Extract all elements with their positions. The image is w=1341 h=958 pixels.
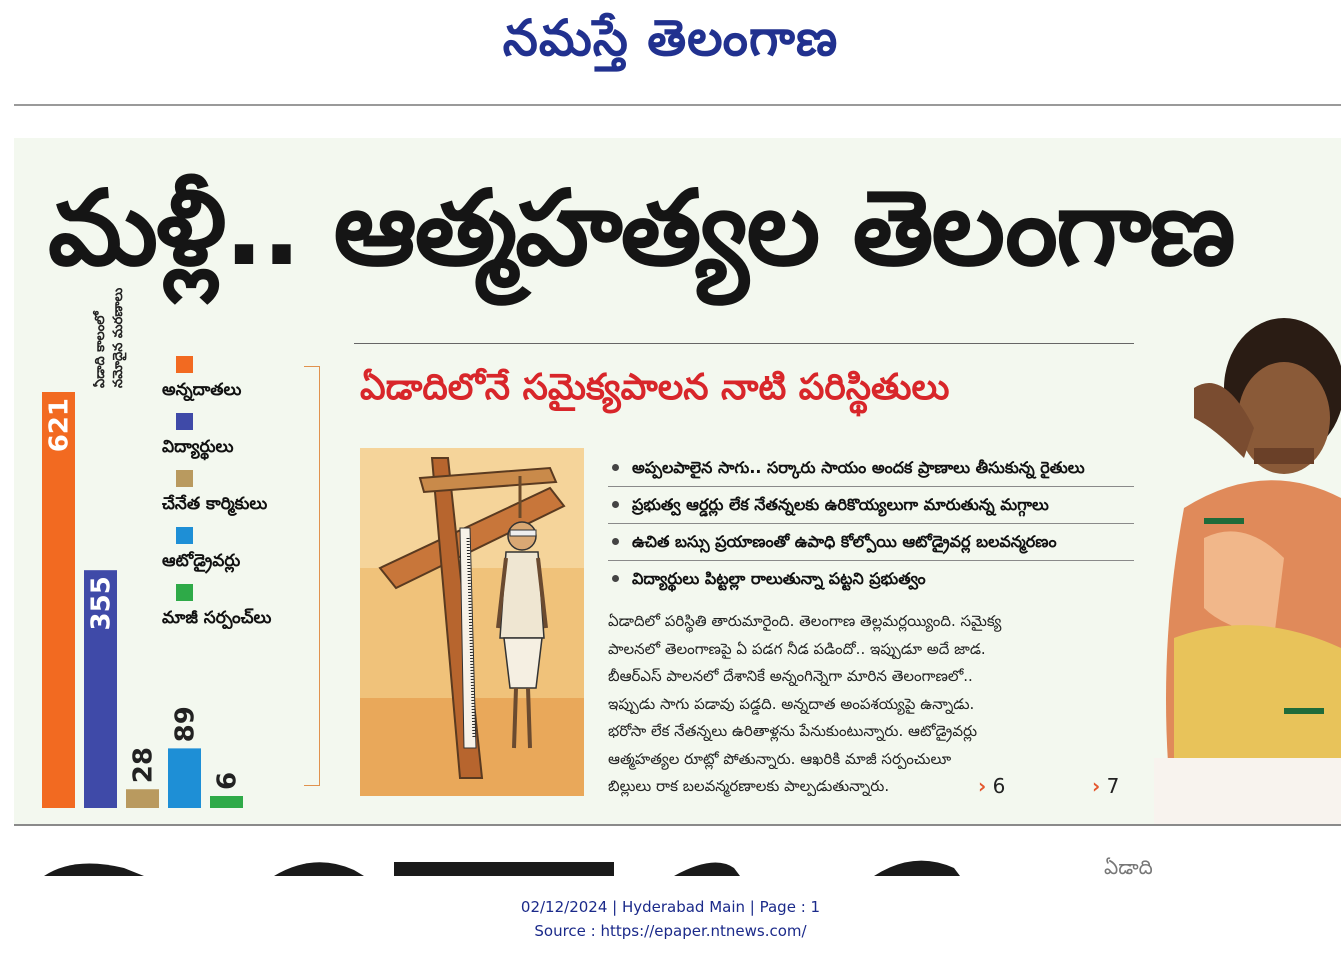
bullet-icon (612, 501, 619, 508)
bar-value-label-2: 355 (86, 576, 117, 631)
masthead-divider (14, 104, 1341, 106)
bar-value-label-5: 6 (212, 771, 243, 790)
key-points-list (608, 450, 1198, 598)
bar-value-label-4: 89 (170, 706, 201, 743)
article-body (608, 608, 1101, 801)
bar-3 (126, 789, 159, 808)
bar-value-label-1: 621 (44, 398, 75, 453)
legend-item (162, 584, 302, 641)
bullet-icon (612, 464, 619, 471)
chart-bracket (304, 366, 320, 786)
article-headline: మళ్లీ.. ఆత్మహత్యల తెలంగాణ (48, 167, 1234, 289)
page-footer (0, 895, 1341, 943)
bar-value-label-3: 28 (128, 747, 159, 784)
legend-item (162, 413, 302, 470)
body-line: పాలనలో తెలంగాణపై ఏ పడగ నీడ పడిందో.. ఇప్పుడూ అదే జాడ. (608, 639, 986, 658)
continued-page-number: 7 (1106, 774, 1120, 798)
bullet-icon (612, 575, 619, 582)
continued-page-number: 6 (992, 774, 1006, 798)
legend-swatch (176, 356, 193, 373)
list-item (608, 487, 1198, 524)
legend-label: విద్యార్థులు (162, 437, 234, 457)
article-divider (14, 824, 1341, 826)
continued-page-7-link[interactable] (1092, 774, 1119, 798)
hanging-farmer-illustration (360, 448, 584, 796)
legend-label: చేనేత కార్మికులు (162, 494, 268, 514)
next-story-text: ఏడాది (1104, 855, 1153, 876)
bullet-text: అప్పలపాలైన సాగు.. సర్కారు సాయం అందక ప్రాణాలు తీసుకున్న రైతులు (632, 458, 1085, 477)
continued-page-6-link[interactable] (978, 774, 1005, 798)
next-story-headline-fragment (14, 846, 1341, 876)
bullet-text: ప్రభుత్వ ఆర్డర్లు లేక నేతన్నలకు ఉరికొయ్యలుగా మారుతున్న మగ్గాలు (632, 495, 1049, 514)
body-line: బిల్లులు రాక బలవన్మరణాలకు పాల్పడుతున్నారు. (608, 777, 890, 795)
legend-item (162, 470, 302, 527)
legend-swatch (176, 470, 193, 487)
legend-swatch (176, 584, 193, 601)
legend-label: ఆటోడ్రైవర్లు (162, 551, 241, 571)
newspaper-logo: నమస్తే తెలంగాణ (502, 8, 839, 67)
body-line: బీఆర్ఎస్ పాలనలో దేశానికే అన్నంగిన్నెగా మారిన తెలంగాణలో.. (608, 667, 973, 685)
bar-5 (210, 796, 243, 808)
body-line: ఏడాదిలో పరిస్థితి తారుమారైంది. తెలంగాణ తెల్లమర్లయ్యింది. సమైక్య (608, 612, 1002, 630)
list-item (608, 561, 1198, 598)
body-line: ఇప్పుడు సాగు పడావు పడ్డది. అన్నదాత అంపశయ్యపై ఉన్నాడు. (608, 694, 975, 713)
legend-swatch (176, 413, 193, 430)
masthead (0, 0, 1341, 100)
article-panel (14, 138, 1341, 826)
chart-legend (162, 356, 302, 641)
list-item (608, 524, 1198, 561)
legend-item (162, 527, 302, 584)
list-item (608, 450, 1198, 487)
chart-caption-line-2: నమోదైన మరణాలు (111, 287, 126, 388)
source-link[interactable]: Source : https://epaper.ntnews.com/ (534, 922, 807, 940)
body-line: భరోసా లేక నేతన్నలు ఉరితాళ్లను పేనుకుంటున్నారు. ఆటోడ్రైవర్లు (608, 722, 978, 740)
bar-4 (168, 748, 201, 808)
chart-caption-line-1: ఏడాది కాలంలో (93, 311, 108, 388)
subheadline-divider (354, 343, 1166, 344)
chevron-right-icon: › (978, 774, 987, 798)
bar-1 (42, 392, 75, 808)
legend-label: అన్నదాతలు (162, 380, 242, 400)
chart-caption (92, 218, 152, 388)
article-subheadline: ఏడాదిలోనే సమైక్యపాలన నాటి పరిస్థితులు (360, 367, 950, 408)
bullet-text: విద్యార్థులు పిట్టల్లా రాలుతున్నా పట్టని ప్రభుత్వం (632, 569, 926, 588)
bullet-icon (612, 538, 619, 545)
legend-label: మాజీ సర్పంచ్‌లు (162, 608, 272, 628)
chevron-right-icon: › (1092, 774, 1101, 798)
legend-swatch (176, 527, 193, 544)
grieving-woman-photo (1134, 308, 1341, 826)
edition-info: 02/12/2024 | Hyderabad Main | Page : 1 (520, 898, 821, 916)
body-line: ఆత్మహత్యల రూట్లో పోతున్నారు. ఆఖరికి మాజీ సర్పంచులూ (608, 749, 952, 768)
bullet-text: ఉచిత బస్సు ప్రయాణంతో ఉపాధి కోల్పోయి ఆటోడ్రైవర్ల బలవన్మరణం (632, 532, 1057, 551)
legend-item (162, 356, 302, 413)
